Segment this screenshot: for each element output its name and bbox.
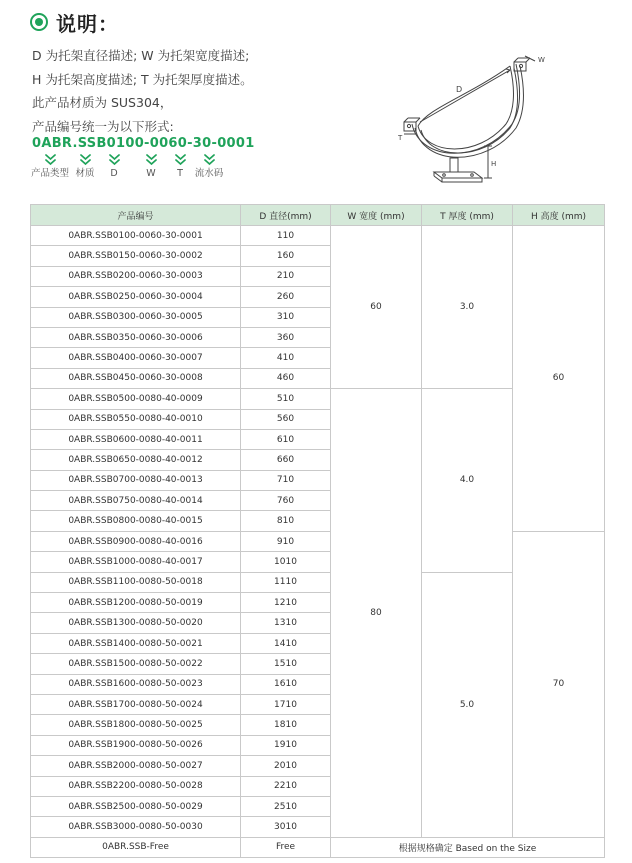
model-cell: 0ABR.SSB0400-0060-30-0007 [31, 348, 241, 368]
description-block [32, 44, 253, 138]
diameter-cell: 560 [241, 409, 331, 429]
bracket-band-outer [412, 64, 519, 153]
table-body [31, 226, 605, 858]
table-footer-row [31, 837, 605, 857]
diameter-cell: 2010 [241, 756, 331, 776]
diameter-line [420, 70, 510, 122]
table-row [31, 531, 605, 551]
height-cell: 70 [513, 531, 605, 837]
header-height: H 高度 (mm) [513, 205, 605, 226]
model-cell: 0ABR.SSB0300-0060-30-0005 [31, 307, 241, 327]
diameter-cell: 310 [241, 307, 331, 327]
diagram-label-w: W [538, 56, 545, 64]
model-cell: 0ABR.SSB2500-0080-50-0029 [31, 796, 241, 816]
section-heading [30, 8, 119, 36]
code-part-label: T [177, 168, 183, 179]
diameter-cell: 760 [241, 491, 331, 511]
model-cell: 0ABR.SSB0500-0080-40-0009 [31, 389, 241, 409]
diameter-cell: 410 [241, 348, 331, 368]
diameter-cell: 3010 [241, 817, 331, 837]
diameter-cell: 210 [241, 266, 331, 286]
footer-model-cell: 0ABR.SSB-Free [31, 837, 241, 857]
code-part-label: 产品类型 [30, 168, 69, 179]
header-model: 产品编号 [31, 205, 241, 226]
code-part-label: D [110, 168, 118, 179]
model-cell: 0ABR.SSB1400-0080-50-0021 [31, 633, 241, 653]
diameter-cell: 1810 [241, 715, 331, 735]
diagram-label-d: D [456, 85, 463, 94]
diameter-cell: 910 [241, 531, 331, 551]
code-part [189, 152, 229, 180]
model-cell: 0ABR.SSB0200-0060-30-0003 [31, 266, 241, 286]
double-chevron-down-icon [30, 152, 70, 168]
diameter-cell: 360 [241, 327, 331, 347]
model-cell: 0ABR.SSB0700-0080-40-0013 [31, 470, 241, 490]
code-part-label: 材质 [75, 168, 95, 179]
model-cell: 0ABR.SSB1300-0080-50-0020 [31, 613, 241, 633]
model-cell: 0ABR.SSB0250-0060-30-0004 [31, 287, 241, 307]
model-cell: 0ABR.SSB0600-0080-40-0011 [31, 429, 241, 449]
model-cell: 0ABR.SSB0650-0080-40-0012 [31, 450, 241, 470]
model-cell: 0ABR.SSB1800-0080-50-0025 [31, 715, 241, 735]
model-cell: 0ABR.SSB1200-0080-50-0019 [31, 593, 241, 613]
diameter-cell: 110 [241, 226, 331, 246]
table-row [31, 226, 605, 246]
diagram-label-t: T [398, 134, 403, 142]
pipe-bracket-diagram [398, 52, 548, 192]
diameter-cell: 1710 [241, 694, 331, 714]
diameter-cell: 1510 [241, 654, 331, 674]
base-plate [434, 172, 482, 178]
height-cell: 60 [513, 226, 605, 532]
model-cell: 0ABR.SSB0350-0060-30-0006 [31, 327, 241, 347]
diameter-cell: 810 [241, 511, 331, 531]
diagram-label-h: H [491, 160, 497, 168]
diameter-cell: 1310 [241, 613, 331, 633]
code-example: 0ABR.SSB0100-0060-30-0001 [32, 136, 255, 151]
heading-title: 说明： [56, 11, 119, 36]
code-parts [30, 152, 230, 182]
description-line: D 为托架直径描述; W 为托架宽度描述; [32, 48, 250, 63]
support-stem [450, 158, 458, 172]
model-cell: 0ABR.SSB0750-0080-40-0014 [31, 491, 241, 511]
thickness-cell: 3.0 [422, 226, 513, 389]
width-cell: 60 [331, 226, 422, 389]
description-line: 此产品材质为 SUS304， [32, 95, 173, 110]
header-diameter: D 直径(mm) [241, 205, 331, 226]
footer-note-cell: 根据规格确定 Based on the Size [331, 837, 605, 857]
code-part [30, 152, 70, 180]
thickness-cell: 4.0 [422, 389, 513, 573]
diameter-cell: 260 [241, 287, 331, 307]
diameter-cell: 610 [241, 429, 331, 449]
code-part [94, 152, 134, 180]
bullet-circle-icon [30, 13, 48, 31]
description-line: 产品编号统一为以下形式: [32, 118, 174, 134]
thickness-cell: 5.0 [422, 572, 513, 837]
double-chevron-down-icon [94, 152, 134, 168]
footer-diameter-cell: Free [241, 837, 331, 857]
model-cell: 0ABR.SSB1900-0080-50-0026 [31, 735, 241, 755]
diameter-cell: 1410 [241, 633, 331, 653]
description-line: H 为托架高度描述; T 为托架厚度描述。 [32, 71, 253, 87]
model-cell: 0ABR.SSB0900-0080-40-0016 [31, 531, 241, 551]
model-cell: 0ABR.SSB3000-0080-50-0030 [31, 817, 241, 837]
model-cell: 0ABR.SSB0150-0060-30-0002 [31, 246, 241, 266]
diameter-cell: 1610 [241, 674, 331, 694]
model-cell: 0ABR.SSB1600-0080-50-0023 [31, 674, 241, 694]
header-width: W 宽度 (mm) [331, 205, 422, 226]
double-chevron-down-icon [189, 152, 229, 168]
diameter-cell: 710 [241, 470, 331, 490]
code-part-label: W [146, 168, 156, 179]
model-cell: 0ABR.SSB0450-0060-30-0008 [31, 368, 241, 388]
model-cell: 0ABR.SSB0800-0080-40-0015 [31, 511, 241, 531]
model-cell: 0ABR.SSB0550-0080-40-0010 [31, 409, 241, 429]
diameter-cell: 1010 [241, 552, 331, 572]
diameter-cell: 1210 [241, 593, 331, 613]
width-cell: 80 [331, 389, 422, 838]
bracket-band-inner [418, 66, 513, 149]
code-part-label: 流水码 [194, 168, 224, 179]
model-cell: 0ABR.SSB2200-0080-50-0028 [31, 776, 241, 796]
diameter-cell: 660 [241, 450, 331, 470]
diameter-cell: 1910 [241, 735, 331, 755]
diameter-cell: 2210 [241, 776, 331, 796]
table-header-row [31, 205, 605, 226]
model-cell: 0ABR.SSB1100-0080-50-0018 [31, 572, 241, 592]
spec-table [30, 204, 605, 858]
diameter-cell: 2510 [241, 796, 331, 816]
diameter-cell: 510 [241, 389, 331, 409]
diameter-cell: 1110 [241, 572, 331, 592]
model-cell: 0ABR.SSB2000-0080-50-0027 [31, 756, 241, 776]
bracket-back [418, 66, 510, 126]
model-cell: 0ABR.SSB1000-0080-40-0017 [31, 552, 241, 572]
diameter-cell: 160 [241, 246, 331, 266]
diameter-cell: 460 [241, 368, 331, 388]
model-cell: 0ABR.SSB0100-0060-30-0001 [31, 226, 241, 246]
model-cell: 0ABR.SSB1500-0080-50-0022 [31, 654, 241, 674]
model-cell: 0ABR.SSB1700-0080-50-0024 [31, 694, 241, 714]
header-thickness: T 厚度 (mm) [422, 205, 513, 226]
